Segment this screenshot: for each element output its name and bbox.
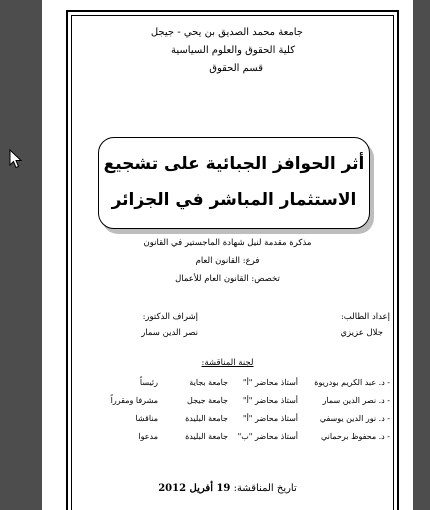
supervisor-label: إشراف الدكتور: <box>142 312 198 322</box>
specialty-label: تخصص: القانون العام للأعمال <box>175 274 280 284</box>
defense-date-value: 19 أفريل 2012 <box>158 483 231 494</box>
memo-description: مذكرة مقدمة لنيل شهادة الماجستير في القانون <box>143 238 312 248</box>
member-name: - د. نور الدين يوسفي <box>319 414 390 423</box>
department-name: قسم الحقوق <box>209 63 263 74</box>
thesis-title-line-2: الاستثمار المباشر في الجزائر <box>111 190 357 210</box>
defense-date-label: تاريخ المناقشة: <box>233 483 297 494</box>
supervisor-name: نصر الدين سمار <box>141 328 198 338</box>
viewer-left-panel <box>0 0 42 510</box>
viewer-scrollbar[interactable] <box>413 0 430 510</box>
member-university: جامعة البليدة <box>185 414 228 423</box>
member-rank: أستاذ محاضر "أ" <box>242 414 298 423</box>
document-page <box>42 0 413 510</box>
committee-row <box>42 432 413 446</box>
defense-date <box>42 483 413 494</box>
member-university: جامعة البليدة <box>185 432 228 441</box>
committee-row <box>42 396 413 410</box>
member-role: رئيساً <box>139 378 158 387</box>
member-university: جامعة بجاية <box>189 378 228 387</box>
member-university: جامعة جيجل <box>187 396 228 405</box>
member-rank: أستاذ محاضر "أ" <box>242 378 298 387</box>
member-role: مشرفا ومقرراً <box>110 396 158 405</box>
member-name: - د. عبد الكريم بودريوة <box>314 378 390 387</box>
thesis-title-line-1: أثر الحوافز الجبائية على تشجيع <box>103 154 365 174</box>
mouse-pointer-icon <box>9 149 23 169</box>
student-label: إعداد الطالب: <box>340 312 390 322</box>
committee-row <box>42 378 413 392</box>
student-name: جلال عزيزي <box>340 328 383 338</box>
member-role: مدعوا <box>138 432 158 441</box>
member-name: - د. محفوظ برحماني <box>320 432 390 441</box>
faculty-name: كلية الحقوق والعلوم السياسية <box>171 45 295 56</box>
title-box <box>98 137 370 229</box>
university-name: جامعة محمد الصديق بن يحي - جيجل <box>150 27 303 38</box>
member-name: - د. نصر الدين سمار <box>322 396 390 405</box>
committee-row <box>42 414 413 428</box>
member-rank: أستاذ محاضر "ب" <box>237 432 298 441</box>
committee-title: لجنة المناقشة: <box>201 358 254 368</box>
member-role: مناقشا <box>135 414 158 423</box>
branch-label: فرع: القانون العام <box>195 256 260 266</box>
member-rank: أستاذ محاضر "أ" <box>242 396 298 405</box>
